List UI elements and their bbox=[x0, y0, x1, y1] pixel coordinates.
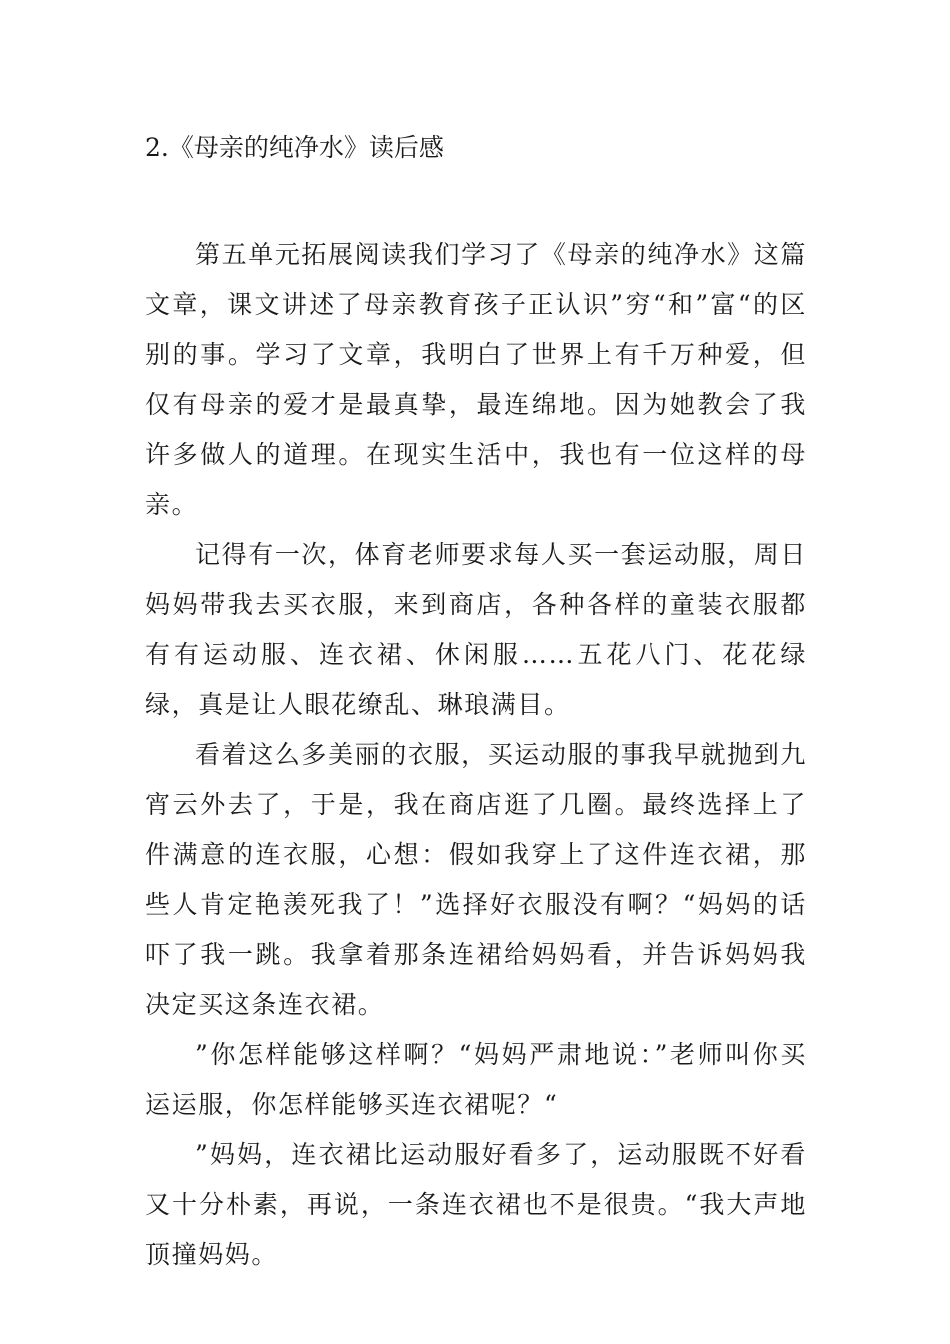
paragraph: ”你怎样能够这样啊？“妈妈严肃地说：”老师叫你买运运服，你怎样能够买连衣裙呢？“ bbox=[145, 1040, 807, 1119]
document-title: 2.《母亲的纯净水》读后感 bbox=[145, 133, 444, 162]
document-body bbox=[145, 230, 807, 1280]
paragraph: 记得有一次，体育老师要求每人买一套运动服，周日妈妈带我去买衣服，来到商店，各种各样的童装衣服都有有运动服、连衣裙、休闲服……五花八门、花花绿绿，真是让人眼花缭乱、琳琅满目。 bbox=[145, 540, 807, 719]
paragraph: ”妈妈，连衣裙比运动服好看多了，运动服既不好看又十分朴素，再说，一条连衣裙也不是很贵。“我大声地顶撞妈妈。 bbox=[145, 1140, 807, 1269]
paragraph: 第五单元拓展阅读我们学习了《母亲的纯净水》这篇文章，课文讲述了母亲教育孩子正认识”穷“和”富“的区别的事。学习了文章，我明白了世界上有千万种爱，但仅有母亲的爱才是最真挚，最连绵地。因为她教会了我许多做人的道理。在现实生活中，我也有一位这样的母亲。 bbox=[145, 240, 807, 519]
paragraph: 看着这么多美丽的衣服，买运动服的事我早就抛到九宵云外去了，于是，我在商店逛了几圈。最终选择上了件满意的连衣服，心想：假如我穿上了这件连衣裙，那些人肯定艳羡死我了！”选择好衣服没有啊？“妈妈的话吓了我一跳。我拿着那条连裙给妈妈看，并告诉妈妈我决定买这条连衣裙。 bbox=[145, 740, 807, 1019]
